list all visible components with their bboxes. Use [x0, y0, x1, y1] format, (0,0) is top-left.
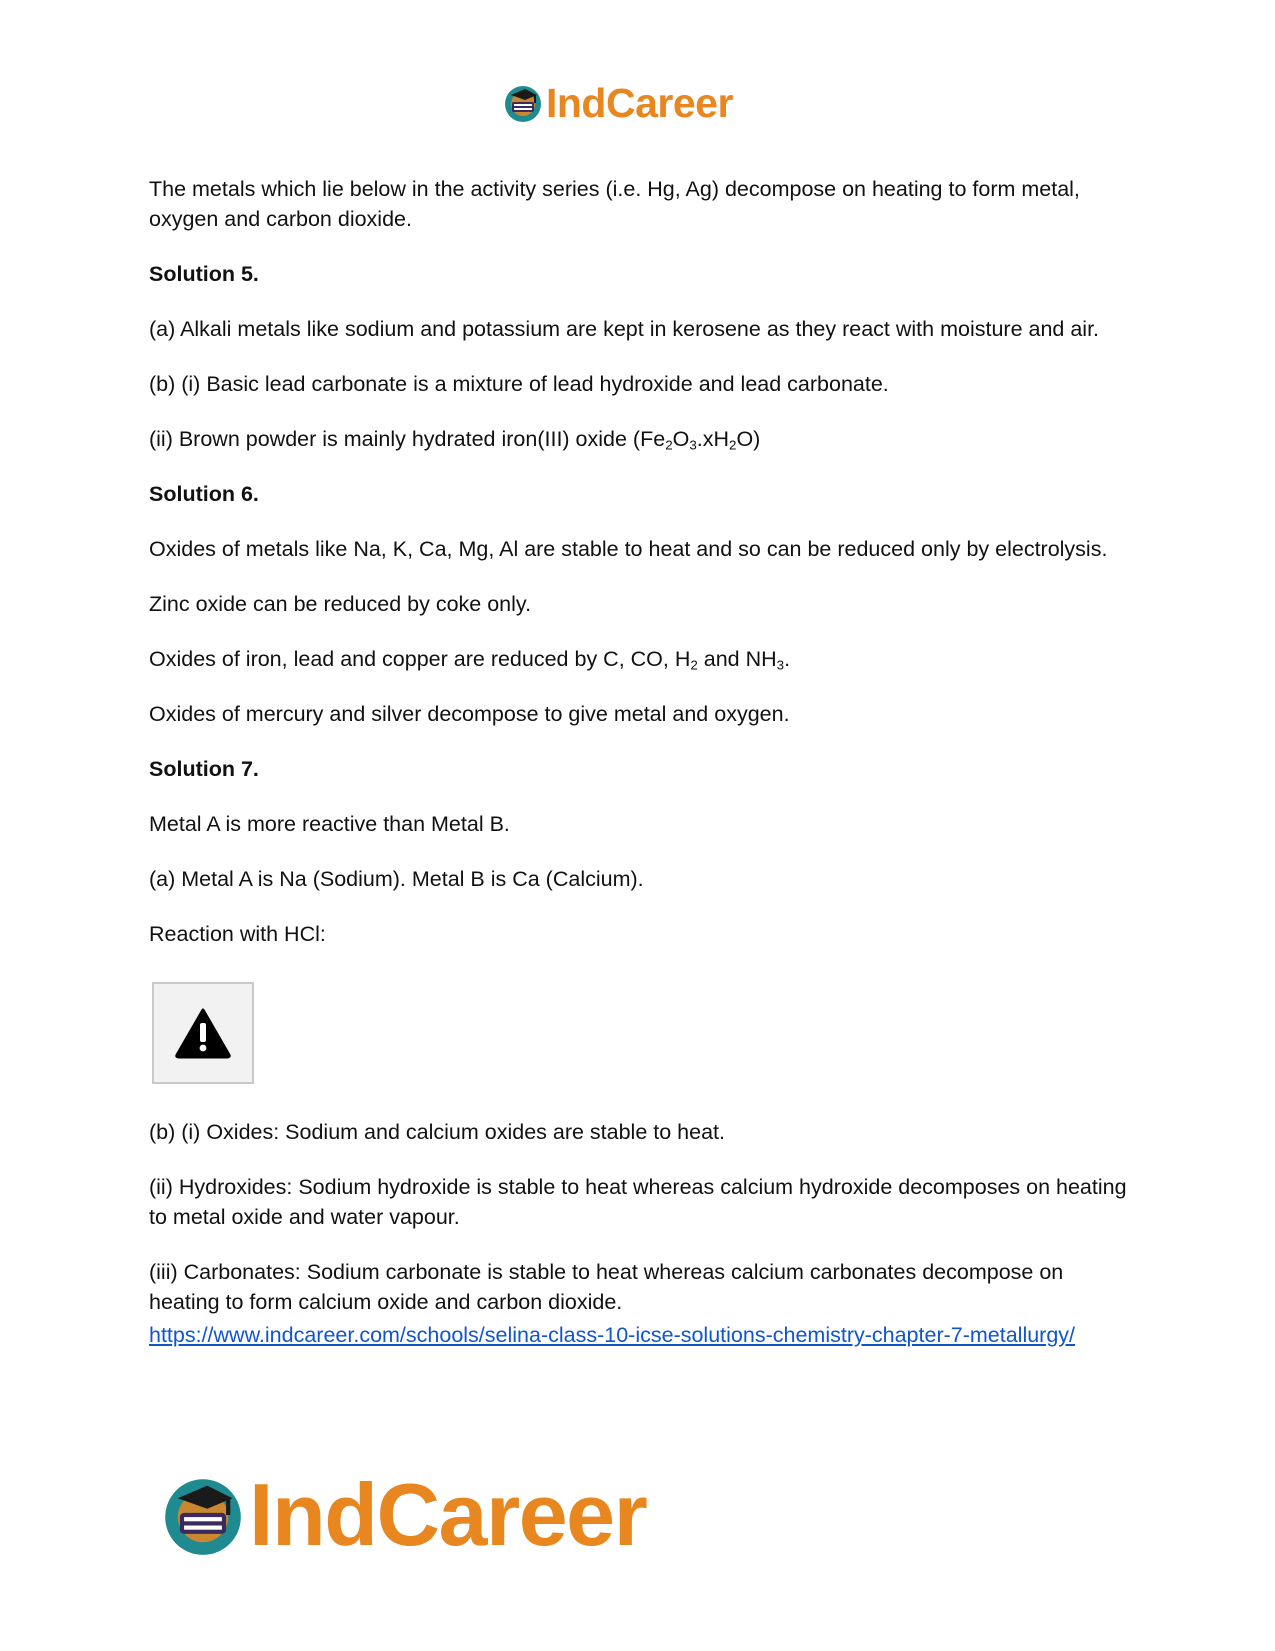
document-body: [149, 174, 1139, 1353]
paragraph: Zinc oxide can be reduced by coke only.: [149, 592, 532, 616]
footer-logo: [161, 1465, 647, 1564]
paragraph: Metal A is more reactive than Metal B.: [149, 812, 510, 836]
paragraph: The metals which lie below in the activity series (i.e. Hg, Ag) decompose on heating to form metal, oxygen and carbon dioxide.: [149, 177, 1080, 231]
solution-5-heading: Solution 5.: [149, 262, 259, 286]
paragraph: (a) Metal A is Na (Sodium). Metal B is Ca (Calcium).: [149, 867, 644, 891]
solution-7-heading: Solution 7.: [149, 757, 259, 781]
paragraph: Oxides of metals like Na, K, Ca, Mg, Al are stable to heat and so can be reduced only by electrolysis.: [149, 537, 1108, 561]
header-logo: [503, 79, 733, 126]
paragraph-with-formula: Oxides of iron, lead and copper are reduced by C, CO, $H_2$ and $NH_3$.: [149, 647, 791, 673]
header-logo-text: IndCareer: [546, 79, 733, 126]
paragraph: Reaction with HCl:: [149, 922, 326, 946]
source-link[interactable]: https://www.indcareer.com/schools/selina-class-10-icse-solutions-chemistry-chapter-7-metallurgy/: [149, 1323, 1076, 1347]
paragraph-with-formula: (ii) Brown powder is mainly hydrated iron(III) oxide $(Fe_2O_3.xH_2O)$: [149, 427, 761, 453]
paragraph: (ii) Hydroxides: Sodium hydroxide is stable to heat whereas calcium hydroxide decomposes on heating to metal oxide and water vapour.: [149, 1175, 1127, 1229]
logo-emblem-icon: [161, 1473, 245, 1557]
footer-logo-text: IndCareer: [249, 1465, 647, 1564]
paragraph: (b) (i) Basic lead carbonate is a mixture of lead hydroxide and lead carbonate.: [149, 372, 889, 396]
paragraph: (iii) Carbonates: Sodium carbonate is stable to heat whereas calcium carbonates decompose on heating to form calcium oxide and carbon dioxide.: [149, 1260, 1064, 1314]
paragraph: (a) Alkali metals like sodium and potassium are kept in kerosene as they react with moisture and air.: [149, 317, 1100, 341]
paragraph: (b) (i) Oxides: Sodium and calcium oxides are stable to heat.: [149, 1120, 725, 1144]
warning-triangle-icon: [174, 1007, 232, 1059]
broken-image-placeholder: [152, 982, 254, 1084]
solution-6-heading: Solution 6.: [149, 482, 259, 506]
logo-emblem-icon: [503, 83, 543, 123]
paragraph: Oxides of mercury and silver decompose to give metal and oxygen.: [149, 702, 790, 726]
